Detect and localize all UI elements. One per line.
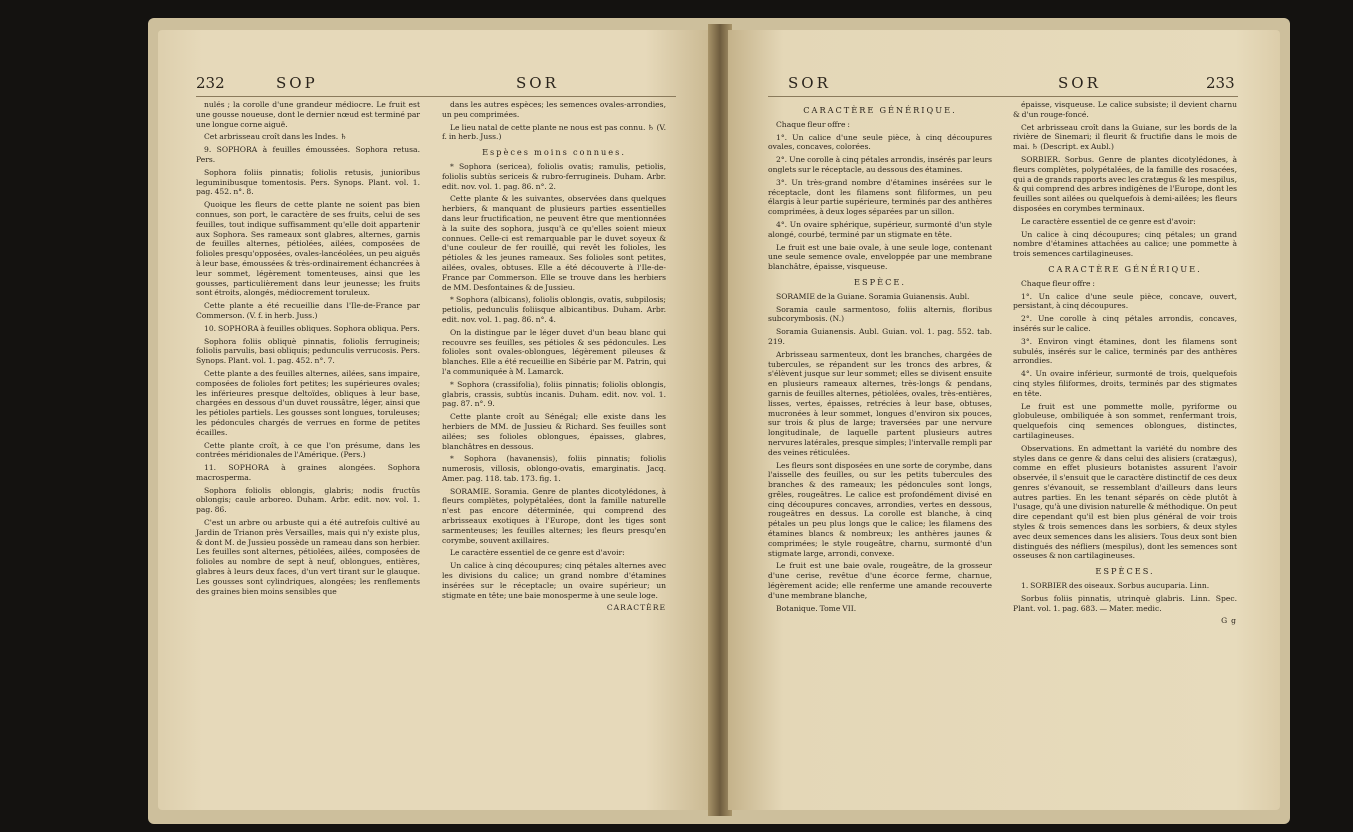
right-page	[728, 30, 1280, 810]
text-paragraph: Un calice à cinq découpures; cinq pétales; un grand nombre d'étamines attachées au calice; une pommette à trois semences cartilagineuses.	[1013, 229, 1237, 259]
text-paragraph: Chaque fleur offre :	[1021, 278, 1095, 288]
right-page-number: 233	[1206, 74, 1235, 92]
text-paragraph: 2°. Une corolle à cinq pétales arrondis, insérés par leurs onglets sur le réceptacle, au dessous des étamines.	[768, 155, 992, 174]
text-paragraph: 1°. Un calice d'une seule pièce, à cinq découpures ovales, concaves, colorées.	[768, 132, 992, 152]
text-paragraph: Le fruit est une baie ovale, rougeâtre, de la grosseur d'une cerise, revêtue d'une écorce ferme, charnue, légèrement acide; elle renferme une amande recouverte d'une membrane blanche,	[768, 561, 992, 600]
text-paragraph: Sophora foliolis oblongis, glabris; nodis fructûs oblongis; caule arboreo. Duham. Arbr. edit. nov. vol. 1. pag. 86.	[196, 485, 420, 515]
text-paragraph: 4°. Un ovaire inférieur, surmonté de trois, quelquefois cinq styles filiformes, droits, terminés par des stigmates en tête.	[1013, 369, 1237, 398]
header-rule	[196, 96, 676, 97]
text-paragraph: Le fruit est une baie ovale, à une seule loge, contenant une seule semence ovale, enveloppée par une membrane blanchâtre, épaisse, visqueuse.	[768, 242, 992, 272]
text-paragraph: Le caractère essentiel de ce genre est d'avoir:	[1021, 216, 1196, 226]
left-page-number: 232	[196, 74, 225, 92]
text-paragraph: 2°. Une corolle à cinq pétales arrondis, concaves, insérés sur le calice.	[1013, 314, 1237, 333]
text-paragraph: Soramia caule sarmentoso, foliis alternis, floribus subcorymbosis. (N.)	[768, 304, 992, 324]
text-paragraph: Cette plante & les suivantes, observées dans quelques herbiers, & manquant de plusieurs parties essentielles dans leur fructification, ne peuvent être que mentionnées à la suite des sophora, jusqu'à ce qu'elles soient mieux connues. Celle-ci est remarquable par le duvet soyeux & d'une couleur de fer rouillé, qui revêt les folioles, les pétioles & les jeunes rameaux. Ses folioles sont petites, ailées, ovales, obtuses. Elle a été découverte à l'Ile-de-France par Commerson. Elle se trouve dans les herbiers de MM. Desfontaines & de Jussieu.	[442, 194, 666, 292]
left-column-1	[196, 100, 420, 599]
text-paragraph: 1. SORBIER des oiseaux. Sorbus aucuparia. Linn.	[1021, 581, 1210, 591]
text-paragraph: Arbrisseau sarmenteux, dont les branches, chargées de tubercules, se répandent sur les troncs des arbres, & s'élèvent jusque sur leur sommet; elles se divisent ensuite en plusieurs rameaux alternes, très-longs & pendans, garnis de feuilles alternes, pétiolées, ovales, très-entières, lisses, vertes, épaisses, retrécies à leur base, obtuses, mucronées à leur sommet, longues d'environ six pouces, sur trois & plus de large; traversées par une nervure longitudinale, de laquelle partent plusieurs autres nervures latérales, presque simples; l'intervalle rempli par des veines réticulées.	[768, 349, 992, 457]
right-column-2	[1013, 100, 1237, 629]
text-paragraph: C'est un arbre ou arbuste qui a été autrefois cultivé au Jardin de Trianon près Versailles, mais qui n'y existe plus, & dont M. de Jussieu possède un rameau dans son herbier. Les feuilles sont alternes, pétiolées, ailées, composées de folioles au nombre de sept à neuf, oblongues, entières, glabres à leurs deux faces, d'un vert tirant sur le glauque. Les gousses sont cylindriques, alongées; les renflements des graines bien moins sensibles que	[196, 518, 420, 596]
section-heading: ESPÈCE.	[854, 276, 906, 287]
text-paragraph: Observations. En admettant la variété du nombre des styles dans ce genre & dans celui des alisiers (cratægus), comme en effet plusieurs botanistes assurent l'avoir observée, il s'ensuit que le caractère distinctif de ces deux genres s'évanouit, se ressemblant d'ailleurs dans leurs autres parties. En les tenant séparés on cède plutôt à l'usage, qu'à une division naturelle & méthodique. On peut dire cependant qu'il est bien plus général de voir trois styles & trois semences dans les sorbiers, & deux styles avec deux semences dans les alisiers. Tous deux sont bien distingués des néfliers (mespilus), dont les semences sont osseuses & non cartilagineuses.	[1013, 443, 1237, 561]
catchword: CARACTÈRE	[606, 603, 666, 613]
header-rule	[768, 96, 1238, 97]
text-paragraph: épaisse, visqueuse. Le calice subsiste; il devient charnu & d'un rouge-foncé.	[1013, 100, 1237, 119]
text-paragraph: Sophora foliis obliquè pinnatis, foliolis ferrugineis; foliolis parvulis, basi obliquis; pedunculis verrucosis. Pers. Synops. Plant. vol. 1. pag. 452. n°. 7.	[196, 336, 420, 366]
section-heading: ESPÈCES.	[1095, 566, 1155, 577]
section-heading: CARACTÈRE GÉNÉRIQUE.	[803, 105, 957, 115]
section-heading: CARACTÈRE GÉNÉRIQUE.	[1048, 263, 1202, 274]
text-paragraph: Cette plante croît, à ce que l'on présume, dans les contrées méridionales de l'Amérique. (Pers.)	[196, 440, 420, 460]
text-paragraph: On la distingue par le léger duvet d'un beau blanc qui recouvre ses feuilles, ses pétioles & ses pédoncules. Les folioles sont ovales-oblongues, légèrement pileuses & blanches. Elle a été recueillie en Sibérie par M. Patrin, qui l'a communiquée à M. Lamarck.	[442, 327, 666, 376]
left-page	[158, 30, 712, 810]
text-paragraph: nulés ; la corolle d'une grandeur médiocre. Le fruit est une gousse noueuse, dont le dernier nœud est terminé par une longue corne aiguë.	[196, 100, 420, 129]
text-paragraph: Sophora foliis pinnatis; foliolis retusis, junioribus leguminibusque tomentosis. Pers. Synops. Plant. vol. 1. pag. 452. n°. 8.	[196, 167, 420, 197]
text-paragraph: Le lieu natal de cette plante ne nous est pas connu. ♄ (V. f. in herb. Juss.)	[442, 122, 666, 142]
text-paragraph: Soramia Guianensis. Aubl. Guian. vol. 1. pag. 552. tab. 219.	[768, 327, 992, 346]
text-paragraph: Cet arbrisseau croît dans la Guiane, sur les bords de la rivière de Sinemari; il fleurit & fructifie dans le mois de mai. ♄ (Descript. ex Aubl.)	[1013, 122, 1237, 152]
text-paragraph: * Sophora (sericea), foliolis ovatis; ramulis, petiolis, foliolis subtùs sericeis & rubro-ferrugineis. Duham. Arbr. edit. nov. vol. 1. pag. 86. n°. 2.	[442, 161, 666, 191]
text-paragraph: Un calice à cinq découpures; cinq pétales alternes avec les divisions du calice; un grand nombre d'étamines insérées sur le réceptacle; un ovaire supérieur; un stigmate en tête; une baie monosperme à une seule loge.	[442, 561, 666, 600]
text-paragraph: 11. SOPHORA à graines alongées. Sophora macrosperma.	[196, 463, 420, 482]
text-paragraph: Chaque fleur offre :	[776, 119, 850, 129]
open-book	[148, 18, 1290, 824]
text-paragraph: Le caractère essentiel de ce genre est d'avoir:	[450, 548, 625, 558]
section-heading: Espèces moins connues.	[482, 147, 626, 158]
right-header-sor-2: SOR	[1058, 74, 1101, 92]
text-paragraph: dans les autres espèces; les semences ovales-arrondies, un peu comprimées.	[442, 100, 666, 119]
text-paragraph: Cette plante a des feuilles alternes, ailées, sans impaire, composées de folioles fort petites; les supérieures ovales; les inférieures presque deltoïdes, obliques à leur base, chargées en dessous d'un duvet roussâtre, léger, ainsi que les pétioles partiels. Les gousses sont longues, toruleuses; les pédoncules chargés de verrues en forme de petites écailles.	[196, 368, 420, 437]
right-header-sor-1: SOR	[788, 74, 831, 92]
left-header-sor: SOR	[516, 74, 559, 92]
text-paragraph: SORBIER. Sorbus. Genre de plantes dicotylédones, à fleurs complètes, polypétalées, de la famille des rosacées, qui a de grands rapports avec les cratægus & les mespilus, & qui comprend des arbres indigènes de l'Europe, dont les feuilles sont ailées ou quelquefois à demi-ailées; les fleurs disposées en corymbes terminaux.	[1013, 154, 1237, 213]
text-paragraph: 4°. Un ovaire sphérique, supérieur, surmonté d'un style alongé, courbé, terminé par un stigmate en tête.	[768, 219, 992, 239]
text-paragraph: Les fleurs sont disposées en une sorte de corymbe, dans l'aisselle des feuilles, ou sur les petits tubercules des branches & des rameaux; les pédoncules sont longs, grêles, rougeâtres. Le calice est profondément divisé en cinq découpures concaves, arrondies, vertes en dessous, rougeâtres en dessus. La corolle est blanche, à cinq pétales un peu plus longs que le calice; les filamens des étamines blancs & nombreux; les anthères jaunes & comprimées; le style rougeâtre, charnu, surmonté d'un stigmate large, arrondi, convexe.	[768, 460, 992, 558]
text-paragraph: Botanique. Tome VII.	[776, 603, 857, 613]
catchword: G g	[1221, 616, 1237, 626]
text-paragraph: * Sophora (albicans), foliolis oblongis, ovatis, subpilosis; petiolis, pedunculis foliisque albicantibus. Duham. Arbr. edit. nov. vol. 1. pag. 86. n°. 4.	[442, 295, 666, 324]
text-paragraph: 3°. Environ vingt étamines, dont les filamens sont subulés, insérés sur le calice, terminés par des anthères arrondies.	[1013, 336, 1237, 366]
text-paragraph: Cette plante croît au Sénégal; elle existe dans les herbiers de MM. de Jussieu & Richard. Ses feuilles sont ailées; ses folioles oblongues, épaisses, glabres, blanchâtres en dessous.	[442, 412, 666, 451]
text-paragraph: Cet arbrisseau croît dans les Indes. ♄	[204, 132, 347, 142]
left-header-sop: SOP	[276, 74, 318, 92]
text-paragraph: SORAMIE. Soramia. Genre de plantes dicotylédones, à fleurs complètes, polypétalées, dont la famille naturelle n'est pas encore déterminée, qui comprend des arbrisseaux exotiques à l'Europe, dont les tiges sont sarmenteuses; les feuilles alternes; les fleurs presqu'en corymbe, souvent axillaires.	[442, 486, 666, 545]
text-paragraph: Le fruit est une pommette molle, pyriforme ou globuleuse, ombiliquée à son sommet, renfermant trois, quelquefois cinq semences oblongues, distinctes, cartilagineuses.	[1013, 401, 1237, 440]
text-paragraph: SORAMIE de la Guiane. Soramia Guianensis. Aubl.	[776, 291, 970, 301]
text-paragraph: 10. SOPHORA à feuilles obliques. Sophora obliqua. Pers.	[204, 323, 420, 333]
text-paragraph: Cette plante a été recueillie dans l'Ile-de-France par Commerson. (V. f. in herb. Juss.)	[196, 301, 420, 320]
right-column-1	[768, 100, 992, 616]
left-column-2	[442, 100, 666, 616]
text-paragraph: 3°. Un très-grand nombre d'étamines insérées sur le réceptacle, dont les filamens sont filiformes, un peu élargis à leur partie supérieure, terminés par des anthères comprimées, à deux loges séparées par un sillon.	[768, 177, 992, 217]
text-paragraph: 1°. Un calice d'une seule pièce, concave, ouvert, persistant, à cinq découpures.	[1013, 291, 1237, 311]
text-paragraph: 9. SOPHORA à feuilles émoussées. Sophora retusa. Pers.	[196, 145, 420, 164]
text-paragraph: Sorbus foliis pinnatis, utrinquè glabris. Linn. Spec. Plant. vol. 1. pag. 683. — Mater. medic.	[1013, 593, 1237, 613]
text-paragraph: * Sophora (crassifolia), foliis pinnatis; foliolis oblongis, glabris, crassis, subtùs incanis. Duham. edit. nov. vol. 1. pag. 87. n°. 9.	[442, 379, 666, 409]
text-paragraph: * Sophora (havanensis), foliis pinnatis; foliolis numerosis, villosis, oblongo-ovatis, emarginatis. Jacq. Amer. pag. 118. tab. 173. fig. 1.	[442, 454, 666, 483]
text-paragraph: Quoique les fleurs de cette plante ne soient pas bien connues, son port, le caractère de ses fruits, celui de ses feuilles, tout indique suffisamment qu'elle doit appartenir aux Sophora. Ses rameaux sont glabres, alternes, garnis de feuilles alternes, pétiolées, ailées, composées de folioles presqu'opposées, ovales-lancéolées, un peu aiguës à leur base, émoussées & très-ordinairement échancrées à leur sommet, légèrement tomenteuses, ainsi que les gousses, particulièrement dans leur jeunesse; les fruits sont étroits, alongés, médiocrement toruleux.	[196, 200, 420, 298]
